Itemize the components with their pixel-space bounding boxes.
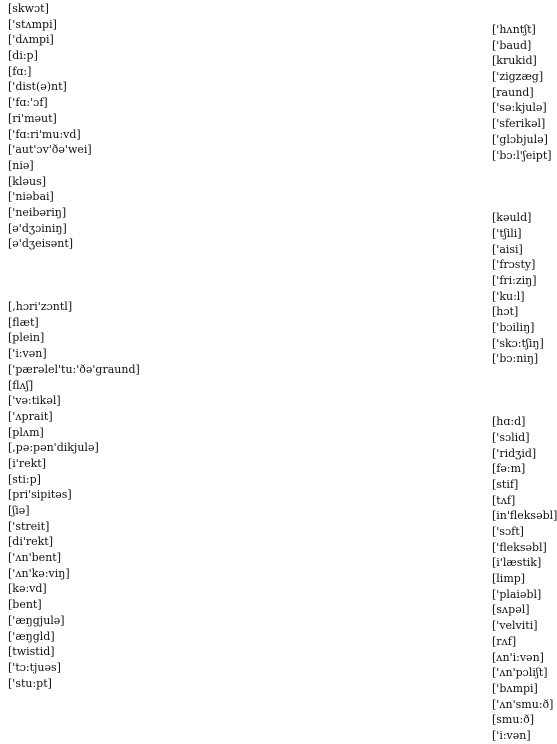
phonetic-entry: [flʌʃ] [8,378,34,392]
phonetic-entry: [rʌf] [492,634,517,648]
phonetic-entry: ['dist(ə)nt] [8,80,67,94]
phonetic-entry: [kə:vd] [8,582,47,596]
phonetic-entry: ['plaiəbl] [492,587,542,601]
phonetic-entry: ['fɑ:'ɔf] [8,96,48,110]
phonetic-entry: ['ʌn'kə:viŋ] [8,566,70,580]
phonetic-entry: ['baud] [492,38,532,52]
phonetic-entry: ['dʌmpi] [8,33,54,47]
group-spacer [8,283,140,299]
phonetic-entry: [hɑ:d] [492,415,526,429]
phonetic-entry: [stif] [492,477,519,491]
phonetic-entry: [raund] [492,85,534,99]
group-spacer [8,252,140,268]
phonetic-entry: [ə'dʒɔiniŋ] [8,221,67,235]
phonetic-entry: [niə] [8,158,34,172]
phonetic-entry: [,pə:pən'dikjulə] [8,441,99,455]
phonetic-entry: ['stʌmpi] [8,17,57,31]
group-spacer [492,179,557,195]
phonetic-entry: ['ʌprait] [8,409,53,423]
group-spacer [8,268,140,284]
phonetic-entry: ['fɑ:ri'mu:vd] [8,127,81,141]
phonetic-entry: ['bɔ:l'ʃeipt] [492,148,552,162]
phonetic-entry: [ʃiə] [8,504,30,517]
phonetic-entry: ['i:vən] [492,728,531,742]
phonetic-entry: ['ridʒid] [492,446,537,460]
phonetic-entry: [ri'məut] [8,111,57,125]
group-spacer [492,399,557,415]
phonetic-entry: ['tʃili] [492,226,522,240]
phonetic-entry: ['fleksəbl] [492,540,547,554]
phonetic-entry: ['fri:ziŋ] [492,274,537,287]
phonetic-entry: ['i:vən] [8,347,47,361]
left-column [8,1,140,691]
phonetic-entry: ['və:tikəl] [8,394,61,408]
phonetic-entry: [krukid] [492,54,537,68]
phonetic-entry: [pri'sipitəs] [8,488,72,502]
phonetic-entry: [ə'dʒeisənt] [8,237,74,251]
phonetic-entry: ['æŋgjulə] [8,613,65,627]
phonetic-entry: [i'læstik] [492,556,542,570]
phonetic-entry: ['ʌn'pɔliʃt] [492,666,548,680]
phonetic-entry: ['ʌn'bent] [8,551,61,565]
phonetic-entry: [di'rekt] [8,535,54,549]
phonetic-entry: ['skɔ:tʃiŋ] [492,336,544,350]
phonetic-entry: ['sferikəl] [492,117,546,131]
phonetic-entry: ['niəbai] [8,190,54,204]
phonetic-entry: ['velviti] [492,619,538,633]
phonetic-entry: [di:p] [8,49,38,63]
phonetic-entry: ['sɔlid] [492,430,530,444]
phonetic-entry: ['tɔ:tjuəs] [8,660,61,674]
group-spacer [492,367,557,383]
phonetic-entry: ['zigzæg] [492,70,544,84]
phonetic-entry: ['ku:l] [492,289,525,303]
group-spacer [492,195,557,211]
phonetic-entry: [tʌf] [492,493,516,507]
phonetic-entry: ['aut'ɔv'ðə'wei] [8,143,92,157]
phonetic-entry: ['stu:pt] [8,676,52,690]
phonetic-entry: [kəuld] [492,211,532,225]
phonetic-entry: [sʌpəl] [492,603,530,617]
phonetic-entry: [sti:p] [8,472,41,486]
phonetic-entry: [in'fleksəbl] [492,509,557,523]
phonetic-entry: ['ʌn'smu:ð] [492,697,554,711]
phonetic-entry: [fɑ:] [8,64,32,78]
phonetic-entry: ['sə:kjulə] [492,101,547,115]
phonetic-entry: [bent] [8,598,42,612]
phonetic-entry: [,hɔri'zɔntl] [8,300,73,314]
phonetic-entry: ['æŋgld] [8,629,55,643]
phonetic-entry: ['frɔsty] [492,258,536,272]
phonetic-entry: ['streit] [8,519,50,533]
phonetic-entry: ['hʌntʃt] [492,23,536,36]
phonetic-entry: ['aisi] [492,242,523,256]
phonetic-entry: [hɔt] [492,305,519,319]
group-spacer [492,163,557,179]
phonetic-entry: ['bɔiliŋ] [492,321,535,335]
right-column [492,22,557,744]
phonetic-entry: [i'rekt] [8,456,46,470]
phonetic-entry: [fə:m] [492,462,526,476]
phonetic-entry: ['bɔ:niŋ] [492,352,539,366]
phonetic-entry: [twistid] [8,645,55,659]
phonetic-entry: ['neibəriŋ] [8,205,67,219]
phonetic-entry: [plein] [8,331,45,345]
phonetic-entry: ['bʌmpi] [492,681,538,695]
phonetic-entry: ['sɔft] [492,525,524,538]
phonetic-entry: [ʌn'i:vən] [492,650,544,664]
phonetic-entry: [plʌm] [8,425,44,439]
phonetic-entry: ['glɔbjulə] [492,132,548,146]
group-spacer [492,383,557,399]
phonetic-entry: ['pærəlel'tu:'ðə'graund] [8,362,140,376]
phonetic-entry: [skwɔt] [8,2,49,15]
phonetic-entry: [smu:ð] [492,713,535,727]
phonetic-entry: [limp] [492,572,526,586]
phonetic-entry: [flæt] [8,315,39,329]
phonetic-entry: [kləus] [8,174,47,188]
